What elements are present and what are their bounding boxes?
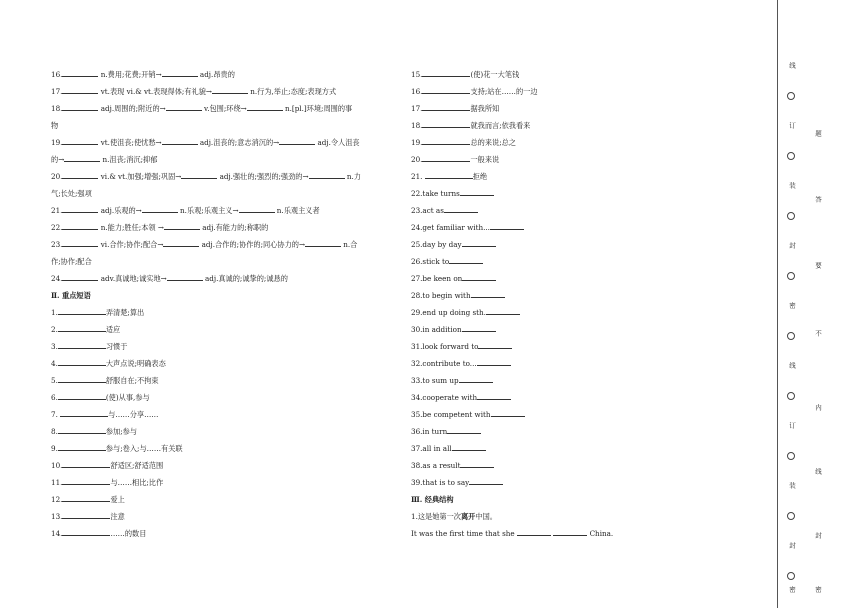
item-text: adv.真诚地;诚实地→ [98, 274, 167, 283]
item-text: n.力 [344, 172, 361, 181]
phrase-item [411, 202, 751, 219]
binding-hole-icon [787, 92, 795, 100]
answer-blank[interactable] [62, 169, 98, 179]
vocab-item [51, 253, 373, 270]
answer-blank[interactable] [478, 339, 512, 349]
binding-char: 密 [814, 586, 822, 593]
vocab-item [51, 151, 373, 168]
item-number: 15. [411, 70, 423, 79]
item-text: adj.合作的;协作的;同心协力的→ [199, 240, 305, 249]
vocab-item [51, 100, 373, 117]
item-text: China. [589, 529, 614, 538]
item-text: 舒适区;舒适范围 [110, 461, 164, 470]
answer-blank[interactable] [162, 67, 198, 77]
answer-blank[interactable] [58, 356, 106, 366]
answer-blank[interactable] [452, 441, 486, 451]
phrase-item [411, 406, 751, 423]
answer-blank[interactable] [449, 254, 483, 264]
item-text: ……的数目 [110, 529, 147, 538]
item-text: 爱上 [110, 495, 125, 504]
phrase-item [411, 304, 751, 321]
answer-blank[interactable] [58, 339, 106, 349]
left-column [51, 66, 373, 542]
binding-char: 内 [814, 404, 822, 411]
phrase-item [411, 338, 751, 355]
item-text: 支持;站在……的一边 [470, 87, 538, 96]
vocab-item [51, 185, 373, 202]
answer-blank[interactable] [62, 84, 98, 94]
phrase-item [51, 372, 373, 389]
phrase-item [51, 406, 373, 423]
item-text: vi.& vt.加强;增强;巩固→ [98, 172, 182, 181]
item-text: (使)花一大笔钱 [470, 70, 520, 79]
item-text: 一般来说 [470, 155, 500, 164]
item-number: 5. [51, 376, 58, 385]
item-number: 9. [51, 444, 58, 453]
answer-blank[interactable] [162, 135, 198, 145]
item-number: 18. [411, 121, 423, 130]
vocab-item [51, 236, 373, 253]
item-text: 中国。 [475, 512, 497, 521]
phrase-item [411, 457, 751, 474]
item-number: 17. [51, 87, 63, 96]
phrase-item [51, 304, 373, 321]
item-text: 39.that is to say [411, 478, 470, 487]
answer-blank[interactable] [459, 373, 493, 383]
item-number: 12. [51, 495, 63, 504]
item-continuation: 作;协作;配合 [51, 257, 92, 266]
phrase-item [51, 355, 373, 372]
phrase-item [411, 253, 751, 270]
right-column [411, 66, 751, 542]
item-text: 就我而言;依我看来 [470, 121, 531, 130]
answer-blank[interactable] [460, 186, 494, 196]
item-text: 与……相比;比作 [110, 478, 164, 487]
item-number: 14. [51, 529, 63, 538]
answer-blank[interactable] [462, 237, 496, 247]
item-text: n.乐观;乐观主义→ [177, 206, 239, 215]
phrase-item [411, 355, 751, 372]
item-text: vi.合作;协作;配合→ [98, 240, 164, 249]
binding-hole-icon [787, 392, 795, 400]
phrase-item [411, 219, 751, 236]
item-text: 29.end up doing sth. [411, 308, 486, 317]
answer-blank[interactable] [486, 305, 520, 315]
answer-blank[interactable] [422, 135, 470, 145]
phrase-item [51, 525, 373, 542]
answer-blank[interactable] [239, 203, 275, 213]
item-text: 35.be competent with [411, 410, 491, 419]
item-text: adj.沮丧的;意志消沉的→ [197, 138, 280, 147]
item-text: n.乐观主义者 [274, 206, 320, 215]
vocab-item [51, 83, 373, 100]
phrase-item [411, 474, 751, 491]
item-number: 2. [51, 325, 58, 334]
vocab-item [51, 219, 373, 236]
answer-blank[interactable] [462, 271, 496, 281]
item-number: 10. [51, 461, 63, 470]
vocab-item [51, 117, 373, 134]
binding-hole-icon [787, 152, 795, 160]
structure-cn [411, 508, 751, 525]
answer-blank[interactable] [212, 84, 248, 94]
item-text: adj.令人沮丧 [315, 138, 360, 147]
answer-blank[interactable] [490, 220, 524, 230]
answer-blank[interactable] [62, 271, 98, 281]
phrase-item [411, 151, 751, 168]
item-text: 31.look forward to [411, 342, 479, 351]
item-text: 大声点说;明确表态 [105, 359, 166, 368]
item-number: 3. [51, 342, 58, 351]
item-number: 6. [51, 393, 58, 402]
answer-blank[interactable] [62, 475, 110, 485]
item-number: 17. [411, 104, 423, 113]
phrase-item [411, 83, 751, 100]
item-number: 19. [411, 138, 423, 147]
phrase-item [411, 270, 751, 287]
binding-char: 答 [814, 196, 822, 203]
answer-blank[interactable] [167, 271, 203, 281]
answer-blank[interactable] [462, 322, 496, 332]
item-continuation: 物 [51, 121, 59, 130]
phrase-item [51, 491, 373, 508]
item-text: adj.强壮的;强烈的;强劲的→ [217, 172, 309, 181]
binding-char: 封 [788, 542, 796, 549]
item-text: v.包围;环绕→ [201, 104, 247, 113]
answer-blank[interactable] [477, 356, 511, 366]
answer-blank[interactable] [279, 135, 315, 145]
binding-char: 封 [814, 532, 822, 539]
answer-blank[interactable] [163, 237, 199, 247]
binding-hole-icon [787, 332, 795, 340]
answer-blank[interactable] [477, 390, 511, 400]
answer-blank[interactable] [166, 101, 202, 111]
item-text: n.能力;胜任;本领 → [98, 223, 164, 232]
binding-char: 要 [814, 262, 822, 269]
keyword: 离开 [460, 512, 476, 521]
phrase-item [411, 321, 751, 338]
item-text: (使)从事,参与 [105, 393, 150, 402]
item-text: 33.to sum up [411, 376, 459, 385]
phrase-item [411, 117, 751, 134]
answer-blank[interactable] [58, 373, 106, 383]
item-text: 据我所知 [470, 104, 500, 113]
item-text: 26.stick to [411, 257, 450, 266]
phrase-item [411, 423, 751, 440]
answer-blank[interactable] [471, 288, 505, 298]
item-text: n.行为,举止;态度;表现方式 [247, 87, 337, 96]
binding-hole-icon [787, 572, 795, 580]
item-number: 21. [51, 206, 63, 215]
item-text: vt.使沮丧;使忧愁→ [98, 138, 162, 147]
binding-char: 封 [788, 242, 796, 249]
answer-blank[interactable] [62, 526, 110, 536]
answer-blank[interactable] [62, 509, 110, 519]
item-text: 23.act as [411, 206, 444, 215]
answer-blank[interactable] [62, 492, 110, 502]
answer-blank[interactable] [422, 118, 470, 128]
answer-blank[interactable] [62, 458, 110, 468]
item-number: 8. [51, 427, 58, 436]
phrase-item [411, 168, 751, 185]
item-text: adj.有能力的;称职的 [199, 223, 269, 232]
item-text: adj.真诚的;诚挚的;诚恳的 [202, 274, 288, 283]
item-number: 13. [51, 512, 63, 521]
item-number: 19. [51, 138, 63, 147]
item-text: 25.day by day [411, 240, 462, 249]
answer-blank[interactable] [64, 152, 100, 162]
binding-char: 装 [788, 482, 796, 489]
answer-blank[interactable] [491, 407, 525, 417]
binding-char: 订 [788, 422, 796, 429]
item-text: 34.cooperate with [411, 393, 478, 402]
phrase-item [51, 440, 373, 457]
item-continuation: 气;长处;强项 [51, 189, 92, 198]
item-text: vt.表现 vi.& vt.表现得体;有礼貌→ [98, 87, 212, 96]
vocab-item [51, 270, 373, 287]
answer-blank[interactable] [164, 220, 200, 230]
item-number: 4. [51, 359, 58, 368]
item-text: n.费用;花费;开销→ [98, 70, 162, 79]
answer-blank[interactable] [422, 101, 470, 111]
answer-blank[interactable] [305, 237, 341, 247]
phrase-item [411, 236, 751, 253]
answer-blank[interactable] [58, 390, 106, 400]
answer-blank[interactable] [181, 169, 217, 179]
binding-hole-icon [787, 272, 795, 280]
binding-char: 订 [788, 122, 796, 129]
answer-blank[interactable] [444, 203, 478, 213]
item-text: 适应 [105, 325, 121, 334]
answer-blank[interactable] [553, 526, 587, 536]
item-text: 1.这是她第一次 [411, 512, 461, 521]
item-number: 16. [51, 70, 63, 79]
phrase-item [411, 287, 751, 304]
binding-hole-icon [787, 512, 795, 520]
binding-char: 线 [788, 62, 796, 69]
item-text: 弄清楚;算出 [105, 308, 145, 317]
section-title: Ⅲ. 经典结构 [411, 495, 454, 504]
answer-blank[interactable] [58, 305, 106, 315]
item-number: 16. [411, 87, 423, 96]
answer-blank[interactable] [62, 135, 98, 145]
item-text: 24.get familiar with... [411, 223, 490, 232]
phrase-item [411, 100, 751, 117]
phrase-item [51, 474, 373, 491]
answer-blank[interactable] [62, 220, 98, 230]
answer-blank[interactable] [422, 67, 470, 77]
item-text: adj.昂贵的 [197, 70, 235, 79]
phrase-item [411, 389, 751, 406]
item-continuation: 的→ [51, 155, 65, 164]
answer-blank[interactable] [422, 152, 470, 162]
binding-char: 密 [788, 302, 796, 309]
item-text: 注意 [110, 512, 125, 521]
item-text: adj.乐观的→ [98, 206, 142, 215]
phrase-item [51, 457, 373, 474]
item-text: 22.take turns [411, 189, 460, 198]
answer-blank[interactable] [62, 101, 98, 111]
phrase-item [51, 423, 373, 440]
binding-char: 题 [814, 130, 822, 137]
item-text: 与……分享…… [108, 410, 159, 419]
answer-blank[interactable] [62, 203, 98, 213]
binding-char: 线 [814, 468, 822, 475]
vocab-item [51, 202, 373, 219]
answer-blank[interactable] [309, 169, 345, 179]
phrase-item [411, 66, 751, 83]
vocab-item [51, 66, 373, 83]
item-number: 11. [51, 478, 63, 487]
item-text: 27.be keen on [411, 274, 463, 283]
phrase-item [411, 134, 751, 151]
answer-blank[interactable] [58, 441, 106, 451]
item-text: n.沮丧;消沉;抑郁 [100, 155, 158, 164]
binding-char: 线 [788, 362, 796, 369]
item-text: adj.周围的;附近的→ [98, 104, 166, 113]
item-number: 21. [411, 172, 425, 181]
item-text: 总的来说;总之 [470, 138, 516, 147]
answer-blank[interactable] [62, 67, 98, 77]
item-text: 拒绝 [472, 172, 488, 181]
item-text: 38.as a result [411, 461, 461, 470]
item-text: n.[pl.]环境;周围的事 [282, 104, 353, 113]
answer-blank[interactable] [425, 169, 473, 179]
item-number: 20. [411, 155, 423, 164]
item-text: 舒服自在;不拘束 [105, 376, 159, 385]
answer-blank[interactable] [447, 424, 481, 434]
item-number: 18. [51, 104, 63, 113]
item-text: 28.to begin with [411, 291, 471, 300]
answer-blank[interactable] [62, 237, 98, 247]
answer-blank[interactable] [142, 203, 178, 213]
binding-margin [778, 0, 860, 608]
item-text: It was the first time that she [411, 529, 515, 538]
answer-blank[interactable] [247, 101, 283, 111]
item-text: 参加;参与 [105, 427, 138, 436]
vocab-item [51, 168, 373, 185]
item-number: 20. [51, 172, 63, 181]
item-number: 1. [51, 308, 58, 317]
item-text: 37.all in all [411, 444, 452, 453]
answer-blank[interactable] [58, 424, 106, 434]
item-text: n.合 [340, 240, 358, 249]
phrase-item [51, 338, 373, 355]
answer-blank[interactable] [460, 458, 494, 468]
item-number: 22. [51, 223, 63, 232]
answer-blank[interactable] [60, 407, 108, 417]
vocab-item [51, 134, 373, 151]
item-text: 36.in turn [411, 427, 448, 436]
phrase-item [51, 389, 373, 406]
item-number: 7. [51, 410, 61, 419]
item-text: 32.contribute to... [411, 359, 477, 368]
binding-char: 不 [814, 330, 822, 337]
binding-char: 装 [788, 182, 796, 189]
answer-blank[interactable] [422, 84, 470, 94]
answer-blank[interactable] [58, 322, 106, 332]
phrase-item [51, 321, 373, 338]
binding-char: 密 [788, 586, 796, 593]
structure-en [411, 525, 751, 542]
item-text: 30.in addition [411, 325, 462, 334]
item-number: 24. [51, 274, 63, 283]
phrase-item [51, 508, 373, 525]
item-number: 23. [51, 240, 63, 249]
phrase-item [411, 440, 751, 457]
phrase-item [411, 372, 751, 389]
item-text: 参与;卷入;与……有关联 [105, 444, 183, 453]
item-text: 习惯于 [105, 342, 128, 351]
phrase-item [411, 185, 751, 202]
section-title: Ⅱ. 重点短语 [51, 291, 91, 300]
answer-blank[interactable] [517, 526, 551, 536]
answer-blank[interactable] [469, 475, 503, 485]
binding-hole-icon [787, 212, 795, 220]
binding-hole-icon [787, 452, 795, 460]
